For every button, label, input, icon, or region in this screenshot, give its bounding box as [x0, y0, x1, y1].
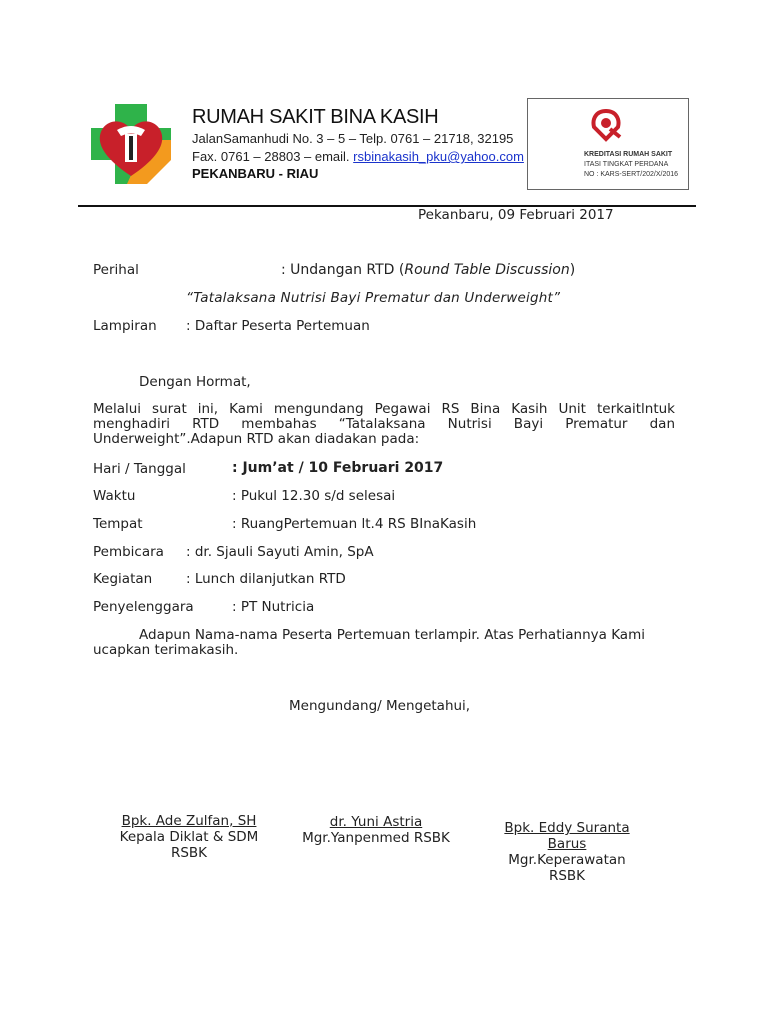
signatory-1-org: RSBK [170, 845, 208, 861]
signatory-2-name: dr. Yuni Astria [329, 814, 423, 830]
accreditation-badge [527, 98, 689, 190]
detail-time-value: : Pukul 12.30 s/d selesai [232, 488, 396, 504]
sign-heading: Mengundang/ Mengetahui, [289, 698, 471, 714]
signatory-1-title: Kepala Diklat & SDM [119, 829, 259, 845]
accreditation-logo-icon [586, 105, 626, 145]
subject-label: Perihal [93, 262, 139, 278]
subject-suffix: ) [569, 262, 576, 278]
signatory-3-org: RSBK [548, 868, 586, 884]
attachment-value: : Daftar Peserta Pertemuan [186, 318, 370, 334]
signatory-1-name: Bpk. Ade Zulfan, SH [121, 813, 257, 829]
signatory-3 [492, 820, 642, 884]
signatory-3-name: Bpk. Eddy Suranta [504, 820, 630, 836]
signatory-3-title: Mgr.Keperawatan [508, 852, 626, 868]
closing-line-2: ucapkan terimakasih. [93, 642, 239, 658]
body-line-3: Underweight”.Adapun RTD akan diadakan pada: [93, 431, 420, 447]
email-link[interactable]: rsbinakasih_pku@yahoo.com [353, 149, 524, 164]
cross-heart-icon [87, 100, 175, 188]
subject-topic: “Tatalaksana Nutrisi Bayi Prematur dan Underweight” [186, 290, 561, 306]
place-date: Pekanbaru, 09 Februari 2017 [418, 207, 614, 223]
body-line-2: menghadiri RTD membahas “Tatalaksana Nutrisi Bayi Prematur dan [93, 416, 675, 432]
body-line-1: Melalui surat ini, Kami mengundang Pegawai RS Bina Kasih Unit terkaitlntuk [93, 401, 675, 417]
detail-place-value: : RuangPertemuan lt.4 RS BInaKasih [232, 516, 477, 532]
accreditation-line3: NO : KARS-SERT/202/X/2016 [584, 171, 679, 178]
attachment-label: Lampiran [93, 318, 157, 334]
detail-speaker-value: : dr. Sjauli Sayuti Amin, SpA [186, 544, 374, 560]
subject-italic: Round Table Discussion [404, 262, 570, 278]
detail-activity-value: : Lunch dilanjutkan RTD [186, 571, 346, 587]
hospital-city: PEKANBARU - RIAU [192, 166, 319, 181]
hospital-name: RUMAH SAKIT BINA KASIH [192, 106, 439, 128]
hospital-contact [192, 149, 524, 164]
subject-prefix: : Undangan RTD ( [281, 262, 405, 278]
detail-date-value: : Jum’at / 10 Februari 2017 [232, 460, 444, 476]
detail-organizer-value: : PT Nutricia [232, 599, 315, 615]
signatory-2 [290, 814, 462, 846]
accreditation-line1: KREDITASI RUMAH SAKIT [584, 151, 673, 158]
detail-place-label: Tempat [93, 516, 143, 532]
hospital-address: JalanSamanhudi No. 3 – 5 – Telp. 0761 – 21718, 32195 [192, 131, 514, 146]
subject-value [281, 262, 575, 278]
detail-organizer-label: Penyelenggara [93, 599, 194, 615]
detail-time-label: Waktu [93, 488, 136, 504]
signatory-2-title: Mgr.Yanpenmed RSBK [302, 830, 450, 846]
accreditation-line2: ITASI TINGKAT PERDANA [584, 161, 669, 168]
greeting: Dengan Hormat, [139, 374, 251, 390]
fax-text: Fax. 0761 – 28803 – email. [192, 149, 354, 164]
hospital-logo [87, 100, 175, 188]
closing-line-1: Adapun Nama-nama Peserta Pertemuan terlampir. Atas Perhatiannya Kami [139, 627, 645, 643]
detail-date-label: Hari / Tanggal [93, 461, 186, 477]
signatory-3-name-cont: Barus [547, 836, 587, 852]
signatory-1 [108, 813, 270, 861]
detail-speaker-label: Pembicara [93, 544, 164, 560]
detail-activity-label: Kegiatan [93, 571, 153, 587]
